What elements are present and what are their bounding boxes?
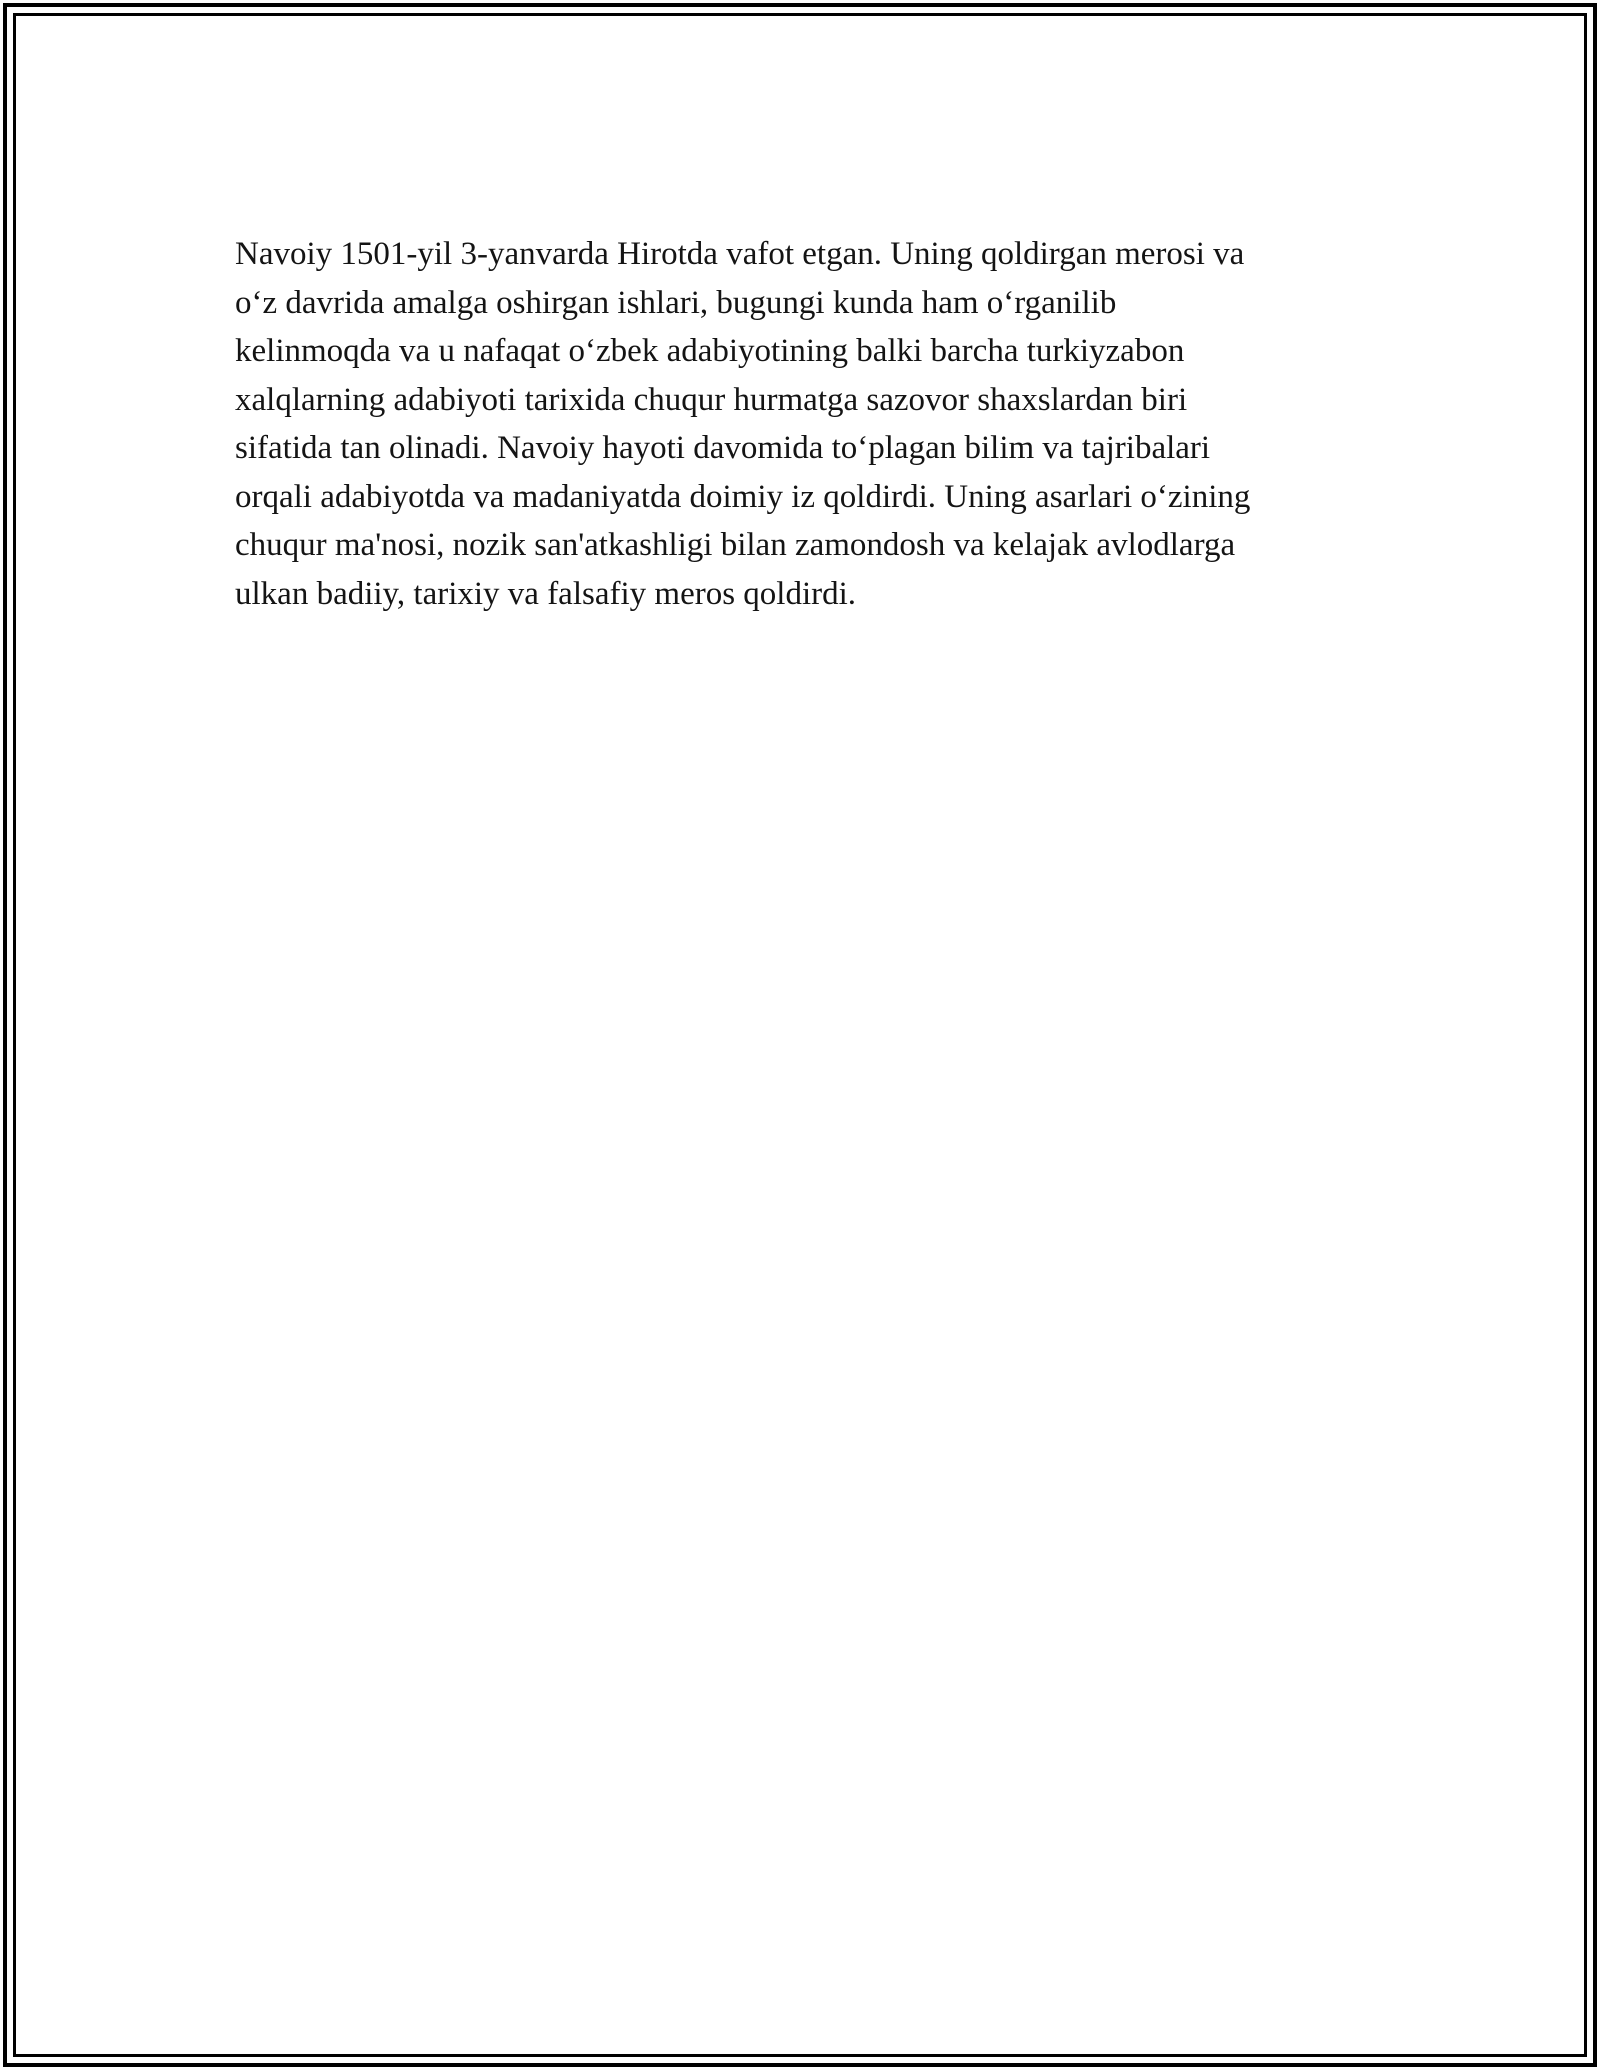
paragraph-line: ulkan badiiy, tarixiy va falsafiy meros qoldirdi. [235, 575, 857, 612]
paragraph-line: sifatida tan olinadi. Navoiy hayoti davomida to‘plagan bilim va tajribalari [235, 430, 1211, 466]
paragraph-line: orqali adabiyotda va madaniyatda doimiy iz qoldirdi. Uning asarlari o‘zining [235, 478, 1251, 515]
paragraph-line: kelinmoqda va u nafaqat o‘zbek adabiyotining balki barcha turkiyzabon [235, 333, 1185, 369]
paragraph-line: chuqur ma'nosi, nozik san'atkashligi bilan zamondosh va kelajak avlodlarga [235, 527, 1236, 563]
body-paragraph [235, 230, 1395, 618]
paragraph-line: xalqlarning adabiyoti tarixida chuqur hurmatga sazovor shaxslardan biri [235, 381, 1188, 418]
paragraph-line: Navoiy 1501-yil 3-yanvarda Hirotda vafot etgan. Uning qoldirgan merosi va [235, 236, 1245, 272]
paragraph-line: o‘z davrida amalga oshirgan ishlari, bugungi kunda ham o‘rganilib [235, 284, 1117, 321]
